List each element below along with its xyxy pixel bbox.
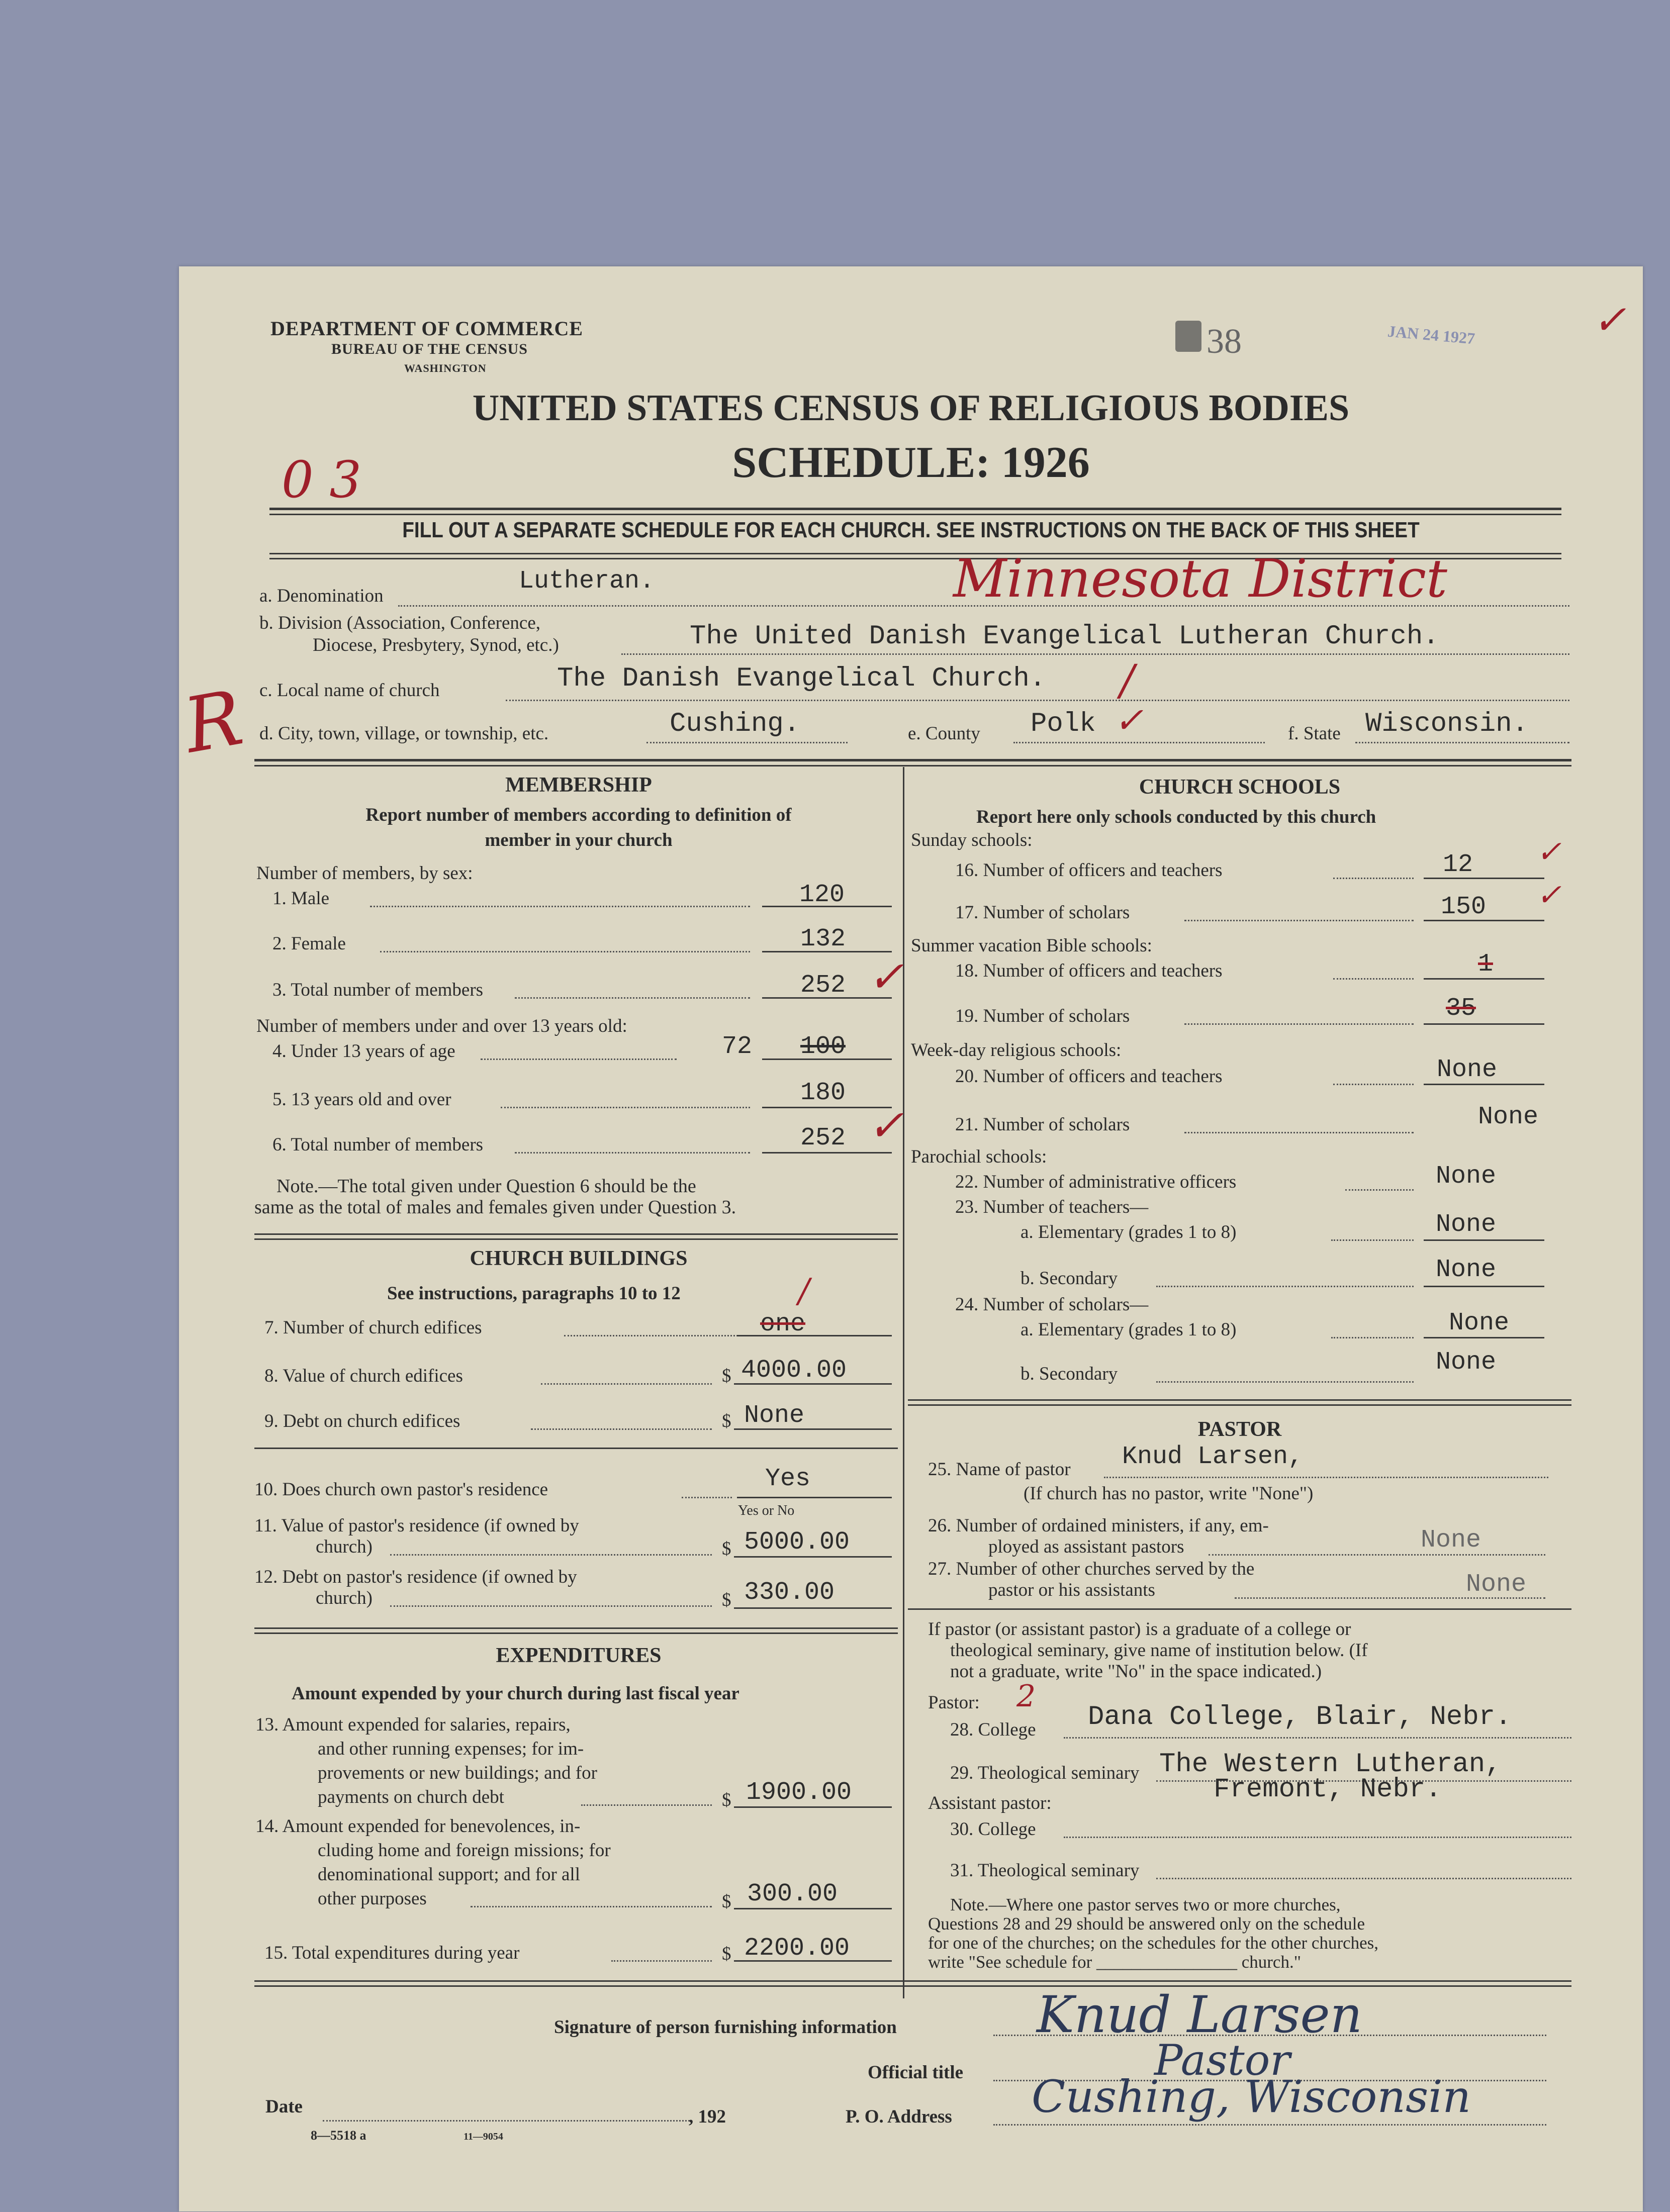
q24a-label: a. Elementary (grades 1 to 8) (1020, 1319, 1237, 1340)
tick-local-name: / (1120, 655, 1135, 705)
q24b-value: None (1436, 1348, 1497, 1377)
q27-value: None (1466, 1570, 1527, 1599)
po-address-label: P. O. Address (846, 2106, 952, 2127)
q5-value: 180 (800, 1079, 846, 1107)
q16-label: 16. Number of officers and teachers (955, 860, 1223, 881)
q30-label: 30. College (950, 1819, 1036, 1840)
stamp-number: 38 (1207, 322, 1242, 361)
pastor-count-mark: 2 (1016, 1679, 1036, 1714)
census-schedule-sheet (179, 266, 1643, 2211)
tick-county: ✓ (1114, 700, 1144, 741)
q13-line-1: 13. Amount expended for salaries, repairs, (255, 1714, 571, 1735)
schools-sub: Report here only schools conducted by this church (976, 807, 1376, 827)
q17-label: 17. Number of scholars (955, 902, 1130, 923)
q24-label: 24. Number of scholars— (955, 1294, 1149, 1315)
q13-value: 1900.00 (746, 1778, 852, 1807)
date-year: , 192 (689, 2106, 726, 2127)
buildings-sub-mark: / (798, 1272, 810, 1310)
county-label: e. County (908, 723, 980, 744)
expenditures-sub: Amount expended by your church during last fiscal year (292, 1683, 739, 1704)
handwritten-district: Minnesota District (953, 548, 1447, 609)
q9-dollar: $ (722, 1411, 731, 1431)
q14-line-4: other purposes (318, 1888, 427, 1909)
membership-sub-1: Report number of members according to definition of (365, 805, 792, 825)
q25-hint: (If church has no pastor, write "None") (1024, 1483, 1314, 1504)
local-name-label: c. Local name of church (259, 680, 440, 701)
q10-hint: Yes or No (738, 1503, 795, 1518)
tick-q3: ✓ (868, 952, 904, 1002)
form-title: UNITED STATES CENSUS OF RELIGIOUS BODIES (472, 388, 1350, 429)
q3-label: 3. Total number of members (272, 980, 484, 1000)
q13-line-4: payments on church debt (318, 1787, 504, 1807)
division-label-2: Diocese, Presbytery, Synod, etc.) (313, 635, 559, 655)
q14-line-2: cluding home and foreign missions; for (318, 1840, 611, 1861)
q24a-value: None (1449, 1309, 1510, 1337)
q29-label: 29. Theological seminary (950, 1763, 1140, 1783)
handwritten-code: 0 3 (282, 450, 362, 509)
graduate-note-1: If pastor (or assistant pastor) is a graduate of a college or (928, 1619, 1351, 1640)
instruction-line: FILL OUT A SEPARATE SCHEDULE FOR EACH CHURCH. SEE INSTRUCTIONS ON THE BACK OF THIS SHEET (402, 518, 1420, 542)
q29-value-1: The Western Lutheran, (1159, 1749, 1502, 1780)
q20-label: 20. Number of officers and teachers (955, 1066, 1223, 1087)
q9-label: 9. Debt on church edifices (264, 1411, 460, 1431)
q4-struck-value: 100 (800, 1032, 846, 1061)
q12-label-2: church) (316, 1588, 373, 1608)
print-number: 11—9054 (463, 2131, 503, 2142)
q25-label: 25. Name of pastor (928, 1459, 1071, 1480)
q26-label-1: 26. Number of ordained ministers, if any, em- (928, 1515, 1269, 1536)
q12-dollar: $ (722, 1590, 731, 1610)
po-address-value: Cushing, Wisconsin (1032, 2071, 1471, 2123)
members-by-age: Number of members under and over 13 years old: (256, 1016, 627, 1036)
q7-value: one (760, 1310, 806, 1338)
punch-stamp-icon (1175, 321, 1201, 352)
q6-value: 252 (800, 1124, 846, 1152)
pastor-sublabel: Pastor: (928, 1692, 980, 1713)
q17-value: 150 (1441, 893, 1487, 921)
q13-dollar: $ (722, 1790, 731, 1810)
city-value: Cushing. (670, 709, 800, 739)
q15-label: 15. Total expenditures during year (264, 1943, 520, 1963)
q23-label: 23. Number of teachers— (955, 1197, 1149, 1217)
q10-label: 10. Does church own pastor's residence (254, 1479, 548, 1500)
q27-label-2: pastor or his assistants (988, 1580, 1155, 1600)
members-by-sex: Number of members, by sex: (256, 863, 473, 884)
q22-value: None (1436, 1162, 1497, 1191)
expenditures-title: EXPENDITURES (496, 1644, 662, 1667)
q11-label-1: 11. Value of pastor's residence (if owned by (254, 1515, 579, 1536)
q20-value: None (1437, 1055, 1498, 1084)
q8-dollar: $ (722, 1366, 731, 1386)
q24b-label: b. Secondary (1020, 1364, 1118, 1384)
parochial-schools: Parochial schools: (911, 1146, 1047, 1167)
signature-label: Signature of person furnishing information (554, 2017, 897, 2038)
q21-label: 21. Number of scholars (955, 1114, 1130, 1135)
q9-value: None (744, 1401, 805, 1430)
q5-label: 5. 13 years old and over (272, 1089, 451, 1110)
sunday-schools: Sunday schools: (911, 830, 1033, 850)
q11-label-2: church) (316, 1536, 373, 1557)
city-line: WASHINGTON (404, 362, 487, 374)
denomination-value: Lutheran. (519, 567, 655, 596)
schedule-title: SCHEDULE: 1926 (732, 438, 1090, 487)
official-title-label: Official title (868, 2062, 964, 2083)
q18-label: 18. Number of officers and teachers (955, 960, 1223, 981)
q3-value: 252 (800, 971, 846, 1000)
q6-label: 6. Total number of members (272, 1134, 484, 1155)
q26-value: None (1421, 1526, 1481, 1555)
denomination-label: a. Denomination (259, 586, 384, 606)
buildings-sub: See instructions, paragraphs 10 to 12 (387, 1283, 681, 1304)
q21-value: None (1478, 1103, 1539, 1131)
q14-dollar: $ (722, 1891, 731, 1912)
summer-schools: Summer vacation Bible schools: (911, 935, 1152, 956)
q28-label: 28. College (950, 1719, 1036, 1740)
county-value: Polk (1031, 709, 1096, 739)
tick-q6: ✓ (868, 1101, 904, 1151)
tick-q16: ✓ (1536, 834, 1562, 870)
check-mark-top: ✓ (1593, 297, 1627, 343)
q27-label-1: 27. Number of other churches served by the (928, 1559, 1255, 1579)
division-value: The United Danish Evangelical Lutheran Church. (690, 621, 1439, 652)
q19-value: 35 (1446, 994, 1476, 1023)
q11-value: 5000.00 (744, 1528, 850, 1557)
q13-line-2: and other running expenses; for im- (318, 1739, 584, 1759)
q23a-label: a. Elementary (grades 1 to 8) (1020, 1222, 1237, 1242)
q12-label-1: 12. Debt on pastor's residence (if owned by (254, 1567, 577, 1587)
q25-value: Knud Larsen, (1122, 1442, 1304, 1471)
graduate-note-2: theological seminary, give name of institution below. (If (950, 1640, 1368, 1661)
date-label: Date (265, 2096, 303, 2117)
membership-title: MEMBERSHIP (505, 774, 652, 797)
membership-sub-2: member in your church (485, 830, 673, 850)
schools-title: CHURCH SCHOOLS (1139, 776, 1341, 799)
pastor-note-2: Questions 28 and 29 should be answered only on the schedule (928, 1914, 1365, 1934)
q15-dollar: $ (722, 1944, 731, 1964)
q23a-value: None (1436, 1210, 1497, 1239)
q28-value: Dana College, Blair, Nebr. (1088, 1702, 1512, 1733)
q8-value: 4000.00 (741, 1356, 847, 1385)
bureau-line: BUREAU OF THE CENSUS (331, 341, 528, 357)
graduate-note-3: not a graduate, write "No" in the space indicated.) (950, 1661, 1322, 1682)
division-label-1: b. Division (Association, Conference, (259, 613, 540, 633)
q14-line-3: denominational support; and for all (318, 1864, 580, 1885)
q2-label: 2. Female (272, 933, 346, 954)
q14-value: 300.00 (747, 1880, 838, 1908)
q4-label: 4. Under 13 years of age (272, 1041, 455, 1062)
q1-value: 120 (799, 881, 845, 909)
q22-label: 22. Number of administrative officers (955, 1172, 1237, 1192)
membership-note-2: same as the total of males and females given under Question 3. (254, 1197, 736, 1218)
q10-value: Yes (765, 1465, 811, 1493)
q23b-value: None (1436, 1256, 1497, 1284)
pastor-title: PASTOR (1197, 1418, 1282, 1441)
received-date-stamp: JAN 24 1927 (1386, 322, 1476, 348)
q1-label: 1. Male (272, 888, 330, 909)
official-title-value: Pastor (1154, 2036, 1290, 2085)
q2-value: 132 (800, 925, 846, 953)
q16-value: 12 (1443, 850, 1473, 879)
department-line: DEPARTMENT OF COMMERCE (270, 317, 584, 340)
buildings-title: CHURCH BUILDINGS (470, 1247, 688, 1270)
q12-value: 330.00 (744, 1578, 835, 1607)
q11-dollar: $ (722, 1538, 731, 1559)
q26-label-2: ployed as assistant pastors (988, 1536, 1184, 1557)
q7-label: 7. Number of church edifices (264, 1317, 482, 1338)
q18-value: 1 (1478, 950, 1494, 979)
city-label: d. City, town, village, or township, etc. (259, 723, 549, 744)
q19-label: 19. Number of scholars (955, 1006, 1130, 1026)
signature-value: Knud Larsen (1037, 1985, 1363, 2044)
q31-label: 31. Theological seminary (950, 1860, 1140, 1881)
state-value: Wisconsin. (1365, 709, 1529, 739)
local-name-value: The Danish Evangelical Church. (557, 663, 1046, 694)
q15-value: 2200.00 (744, 1934, 850, 1963)
handwritten-r-mark: R (177, 674, 249, 771)
state-label: f. State (1288, 723, 1341, 744)
assistant-pastor-label: Assistant pastor: (928, 1793, 1052, 1813)
q14-line-1: 14. Amount expended for benevolences, in- (255, 1816, 581, 1837)
q13-line-3: provements or new buildings; and for (318, 1763, 597, 1783)
pastor-note-4: write "See schedule for ________________ church." (928, 1952, 1302, 1972)
q29-value-2: Fremont, Nebr. (1214, 1774, 1442, 1805)
form-number: 8—5518 a (311, 2128, 366, 2143)
tick-q17: ✓ (1536, 878, 1562, 913)
pastor-note-3: for one of the churches; on the schedules for the other churches, (928, 1933, 1379, 1953)
q4-value: 72 (722, 1032, 753, 1061)
q23b-label: b. Secondary (1020, 1268, 1118, 1289)
pastor-note-1: Note.—Where one pastor serves two or more churches, (950, 1895, 1341, 1914)
weekday-schools: Week-day religious schools: (911, 1040, 1122, 1061)
membership-note-1: Note.—The total given under Question 6 should be the (276, 1176, 696, 1197)
q8-label: 8. Value of church edifices (264, 1366, 463, 1386)
